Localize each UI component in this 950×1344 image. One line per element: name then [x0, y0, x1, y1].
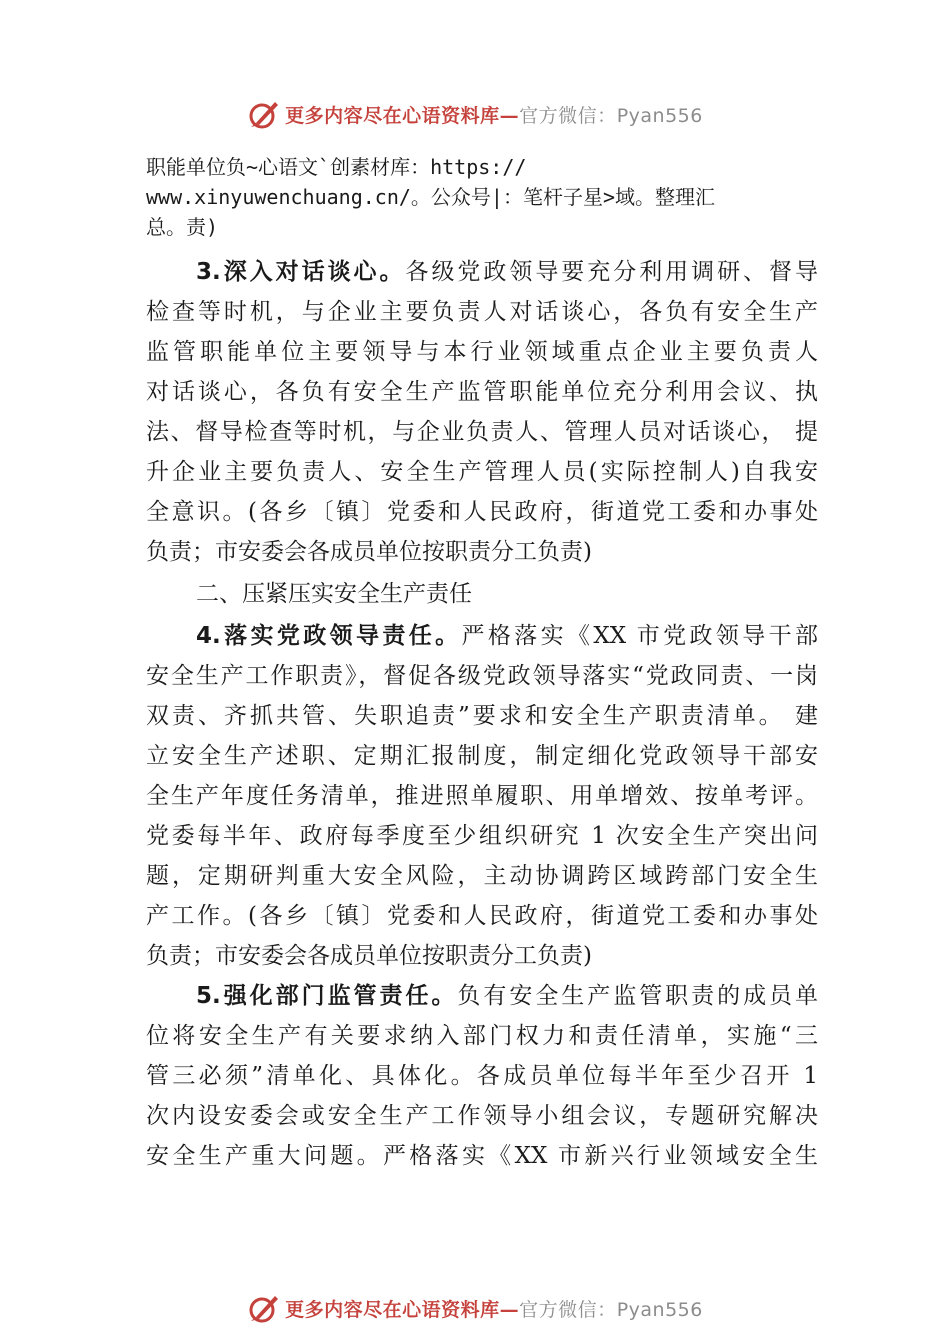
item-5-title: 5.强化部门监管责任。 — [196, 983, 458, 1009]
section-heading: 二、压紧压实安全生产责任 — [196, 581, 472, 607]
item-4-title: 4.落实党政领导责任。 — [196, 623, 462, 649]
text-line: 立安全生产述职、定期汇报制度，制定细化党政领导干部安 — [146, 743, 818, 769]
banner-text: 更多内容尽在心语资料库—官方微信：Pyan556 — [285, 104, 703, 127]
quill-logo-icon — [247, 97, 281, 131]
text-line: 法、督导检查等时机，与企业负责人、管理人员对话谈心， 提 — [146, 419, 818, 445]
text-line: 位将安全生产有关要求纳入部门权力和责任清单，实施“三 — [146, 1023, 818, 1049]
paragraph-item-3-first-line: 3.深入对话谈心。各级党政领导要充分利用调研、督导 — [196, 259, 818, 285]
text-line: 管三必须”清单化、具体化。各成员单位每半年至少召开 1 — [146, 1063, 818, 1089]
text-line: 监管职能单位主要领导与本行业领域重点企业主要负责人 — [146, 339, 818, 365]
text-line: 对话谈心，各负有安全生产监管职能单位充分利用会议、执 — [146, 379, 818, 405]
document-body — [146, 152, 818, 1176]
text-line: 全意识。(各乡〔镇〕党委和人民政府，街道党工委和办事处 — [146, 499, 818, 525]
text-line: 双责、齐抓共管、失职追责”要求和安全生产职责清单。 建 — [146, 703, 818, 729]
paragraph-item-5-first-line: 5.强化部门监管责任。负有安全生产监管职责的成员单 — [196, 983, 818, 1009]
text-line: 题，定期研判重大安全风险，主动协调跨区域跨部门安全生 — [146, 863, 818, 889]
item-3-title: 3.深入对话谈心。 — [196, 259, 406, 285]
text-line: 总。责) — [146, 215, 219, 239]
text-line: 全生产年度任务清单，推进照单履职、用单增效、按单考评。 — [146, 783, 818, 809]
paragraph-item-4-first-line: 4.落实党政领导责任。严格落实《XX 市党政领导干部 — [196, 623, 818, 649]
text-line: 检查等时机，与企业主要负责人对话谈心，各负有安全生产 — [146, 299, 818, 325]
text-line: 升企业主要负责人、安全生产管理人员(实际控制人)自我安 — [146, 459, 818, 485]
text-line: 安全生产工作职责》，督促各级党政领导落实“党政同责、一岗 — [146, 663, 818, 689]
text-line: 负责；市安委会各成员单位按职责分工负责) — [146, 943, 592, 969]
text-line: 次内设安委会或安全生产工作领导小组会议，专题研究解决 — [146, 1103, 818, 1129]
text-line: 党委每半年、政府每季度至少组织研究 1 次安全生产突出问 — [146, 823, 818, 849]
text-line: 负责；市安委会各成员单位按职责分工负责) — [146, 539, 592, 565]
banner-text: 更多内容尽在心语资料库—官方微信：Pyan556 — [285, 1298, 703, 1321]
text-line: 产工作。(各乡〔镇〕党委和人民政府，街道党工委和办事处 — [146, 903, 818, 929]
footer-banner — [0, 1290, 950, 1326]
text-line: www.xinyuwenchuang.cn/。公众号|：笔杆子星>域。整理汇 — [146, 185, 715, 209]
header-banner — [0, 96, 950, 132]
text-line: 职能单位负~心语文`创素材库：https:// — [146, 155, 527, 179]
text-line: 安全生产重大问题。严格落实《XX 市新兴行业领域安全生 — [146, 1143, 818, 1169]
quill-logo-icon — [247, 1291, 281, 1325]
